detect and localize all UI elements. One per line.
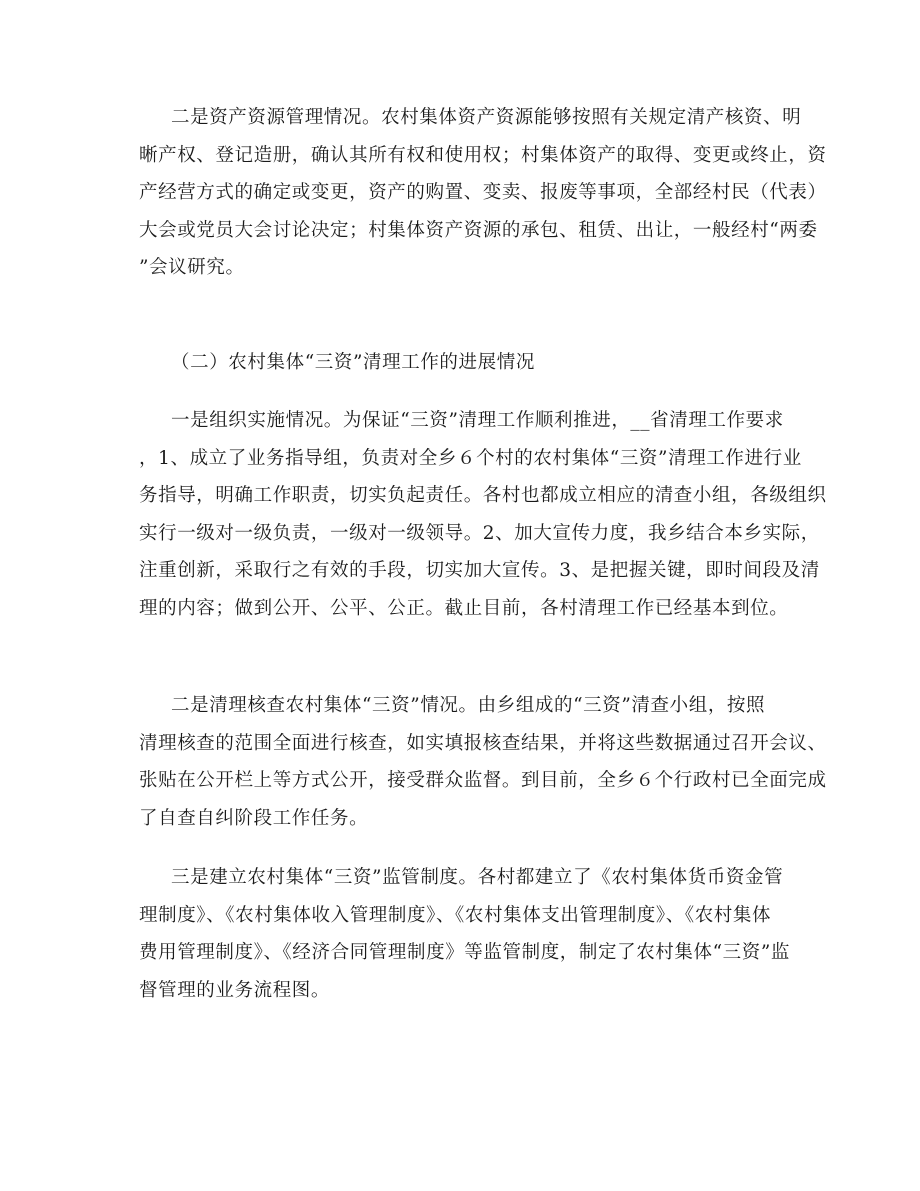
text-line: 晰产权、登记造册，确认其所有权和使用权；村集体资产的取得、变更或终止，资 xyxy=(139,144,827,166)
text-line: 理制度》、《农村集体收入管理制度》、《农村集体支出管理制度》、《农村集体 xyxy=(139,904,772,926)
text-line: ，1、成立了业务指导组，负责对全乡６个村的农村集体“三资”清理工作进行业 xyxy=(139,447,802,469)
text-line: 大会或党员大会讨论决定；村集体资产资源的承包、租赁、出让，一般经村“两委 xyxy=(139,219,818,241)
paragraph-supervision-system xyxy=(139,859,791,1009)
text-line: 了自查自纠阶段工作任务。 xyxy=(139,807,369,829)
section-heading xyxy=(171,344,771,382)
text-line: 注重创新，采取行之有效的手段，切实加大宣传。3、是把握关键，即时间段及清 xyxy=(139,560,820,581)
text-line: 费用管理制度》、《经济合同管理制度》等监管制度，制定了农村集体“三资”监 xyxy=(139,942,791,963)
paragraph-asset-management xyxy=(139,99,827,287)
text-line: 清理核查的范围全面进行核查，如实填报核查结果，并将这些数据通过召开会议、 xyxy=(139,732,827,754)
text-line: 二是资产资源管理情况。农村集体资产资源能够按照有关规定清产核资、明 xyxy=(171,107,802,128)
text-line: 张贴在公开栏上等方式公开，接受群众监督。到目前，全乡６个行政村已全面完成 xyxy=(139,770,827,791)
text-line: 督管理的业务流程图。 xyxy=(139,979,331,1001)
text-line: 产经营方式的确定或变更，资产的购置、变卖、报废等事项，全部经村民（代表） xyxy=(139,182,827,203)
text-line: 一是组织实施情况。为保证“三资”清理工作顺利推进，__省清理工作要求 xyxy=(171,410,784,431)
heading-text: （二）农村集体“三资”清理工作的进展情况 xyxy=(171,352,535,373)
text-line: 务指导，明确工作职责，切实负起责任。各村也都成立相应的清查小组，各级组织 xyxy=(139,485,827,506)
paragraph-implementation xyxy=(139,402,827,627)
text-line: ”会议研究。 xyxy=(139,257,245,278)
text-line: 理的内容；做到公开、公平、公正。截止目前，各村清理工作已经基本到位。 xyxy=(139,597,789,619)
text-line: 实行一级对一级负责，一级对一级领导。2、加大宣传力度，我乡结合本乡实际， xyxy=(139,522,820,544)
text-line: 二是清理核查农村集体“三资”情况。由乡组成的“三资”清查小组，按照 xyxy=(171,695,766,716)
paragraph-verification xyxy=(139,687,827,837)
text-line: 三是建立农村集体“三资”监管制度。各村都建立了《农村集体货币资金管 xyxy=(171,867,784,888)
